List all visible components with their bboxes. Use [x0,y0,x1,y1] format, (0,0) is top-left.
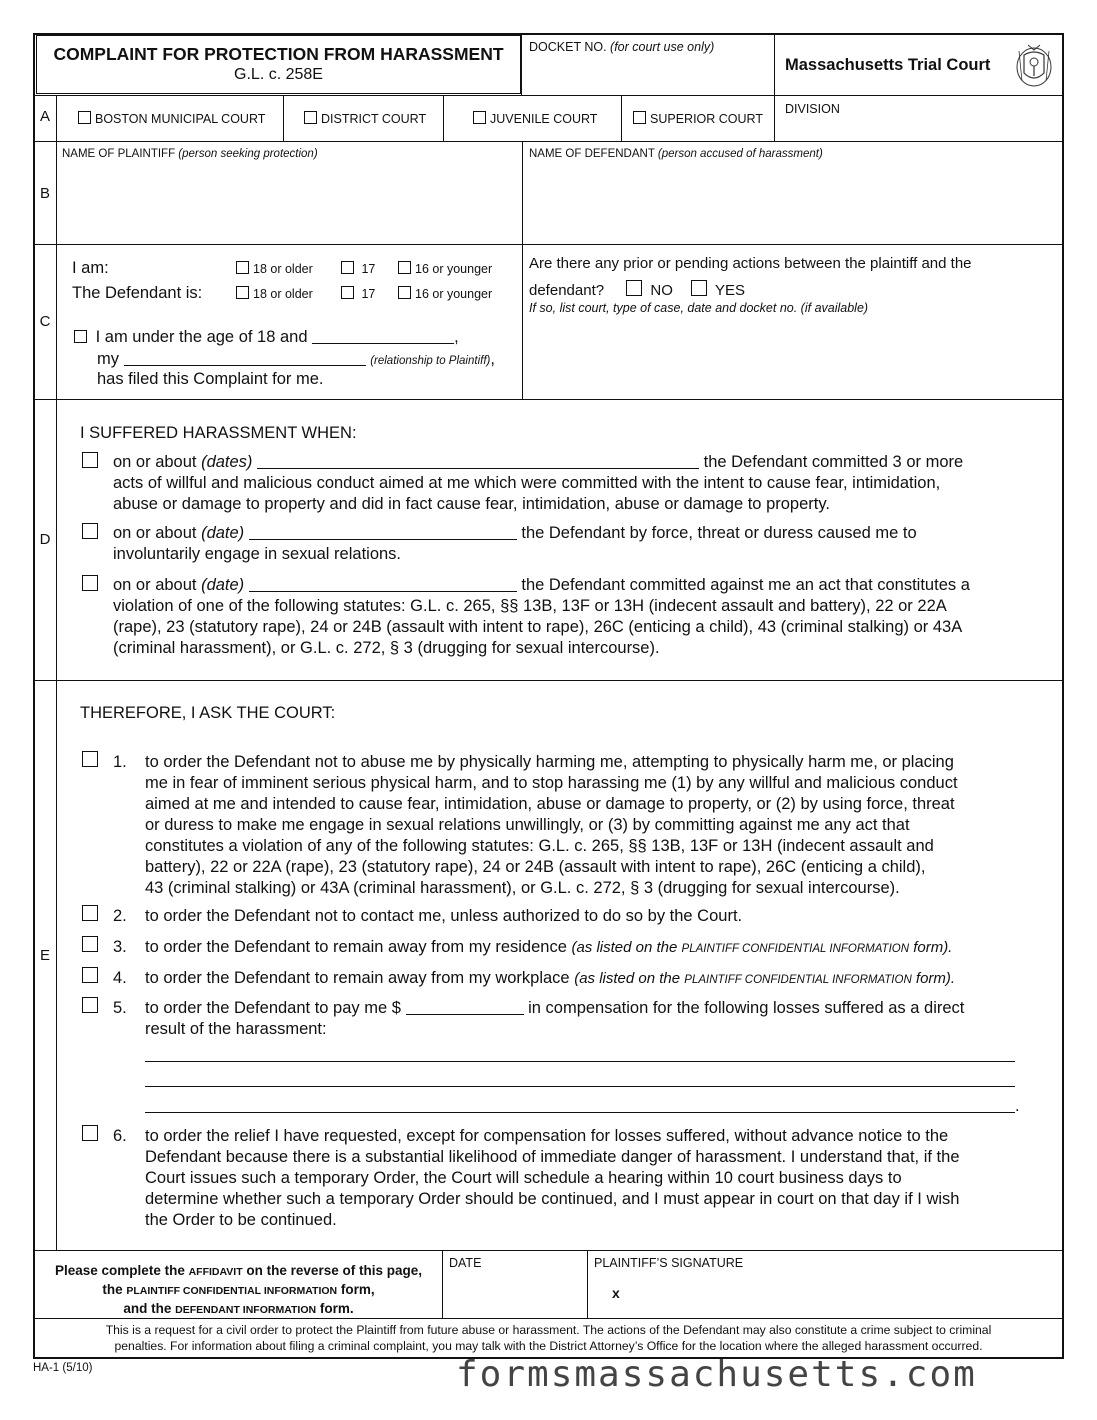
request-1-text: to order the Defendant not to abuse me by physically harming me, attempting to physically harm me, or placing me in fear of imminent serious physical harm, and to stop harassing me (1) by any willful and malicious conduct aimed at me and intended to cause fear, intimidation, abuse or damage to property, or (2) by using force, threat or duress to make me engage in sexual relations unwillingly, or (3) by committing against me any act that constitutes a violation of any of the following statutes: G.L. c. 265, §§ 13B, 13F or 13H (indecent assault and battery), 22 or 22A (rape), 23 (statutory rape), 24 or 24B (assault with intent to rape), 26C (enticing a child), 43 (criminal stalking) or 43A (criminal harassment), or G.L. c. 272, § 3 (drugging for sexual intercourse). [145,753,958,897]
request-6-text: to order the relief I have requested, except for compensation for losses suffered, without advance notice to the Defendant because there is a substantial likelihood of immediate danger of harassment. I understand that, if the Court issues such a temporary Order, the Court will schedule a hearing within 10 court business days to determine whether such a temporary Order should be continued, and I must appear in court on that day if I wish the Order to be continued. [145,1127,960,1229]
date-field[interactable] [249,524,517,540]
request-2-text: to order the Defendant not to contact me, unless authorized to do so by the Court. [145,907,743,925]
defendant-is-label: The Defendant is: [72,284,203,302]
request-4-number: 4. [113,969,127,987]
plaintiff-age-18-older[interactable]: 18 or older [236,261,313,276]
divider [443,95,444,141]
request-3-checkbox[interactable] [82,936,102,956]
watermark: formsmassachusetts.com [456,1354,977,1395]
minor-filing-line3: has filed this Complaint for me. [97,370,324,388]
request-6-checkbox[interactable] [82,1125,102,1145]
court-name: Massachusetts Trial Court [785,56,991,74]
checkbox[interactable] [341,261,354,274]
checkbox[interactable] [398,286,411,299]
request-3-text: to order the Defendant to remain away from my residence (as listed on the PLAINTIFF CONFIDENTIAL INFORMATION form). [145,938,953,956]
date-field[interactable] [449,1274,581,1312]
prior-actions-field[interactable] [529,320,1057,392]
form-id: HA-1 (5/10) [33,1362,93,1374]
defendant-age-18-older[interactable]: 18 or older [236,286,313,301]
request-2-checkbox[interactable] [82,905,102,925]
divider [774,95,775,141]
checkbox[interactable] [82,1125,98,1141]
divider [33,1250,1064,1251]
plaintiff-name-field[interactable] [62,166,517,238]
massachusetts-seal-icon [1014,41,1054,89]
prior-yes-option[interactable]: YES [691,282,745,299]
divider [33,399,1064,400]
request-2-number: 2. [113,907,127,925]
section-letter-c: C [39,313,51,330]
checkbox[interactable] [236,286,249,299]
divider [774,33,775,96]
i-am-label: I am: [72,259,109,277]
divider [33,141,1064,142]
minor-filing-line2: my (relationship to Plaintiff), [97,350,495,368]
checkbox[interactable] [633,111,646,124]
prior-actions-question: Are there any prior or pending actions between the plaintiff and the [529,255,972,272]
request-5-text: to order the Defendant to pay me $ in compensation for the following losses suffered as a direct result of the harassment: [145,999,965,1038]
defendant-name-field[interactable] [529,166,1057,238]
divider [522,141,523,399]
court-option-superior[interactable]: SUPERIOR COURT [633,111,763,126]
signature-label: PLAINTIFF’S SIGNATURE [594,1256,744,1270]
divider [442,1250,443,1318]
dates-field[interactable] [257,453,699,469]
form-statute: G.L. c. 258E [234,66,323,83]
request-5-checkbox[interactable] [82,997,102,1017]
divider [521,33,522,96]
docket-field[interactable] [560,56,760,90]
checkbox[interactable] [82,905,98,921]
checkbox[interactable] [304,111,317,124]
signature-x-mark: x [612,1285,620,1301]
division-field[interactable] [785,118,1055,138]
checkbox[interactable] [82,575,98,591]
divider [33,680,1064,681]
harassment-item1: on or about (dates) the Defendant committed 3 or more acts of willful and malicious conduct aimed at me which were committed with the intent to cause fear, intimidation, abuse or damage to property and did in fact cause fear, intimidation, abuse or damage to property. [113,453,964,513]
section-letter-e: E [39,947,50,964]
plaintiff-name-label: NAME OF PLAINTIFF (person seeking protection) [62,148,318,160]
minor-name-field[interactable] [312,328,454,344]
plaintiff-age-16-younger[interactable]: 16 or younger [398,261,492,276]
section-letter-d: D [39,531,51,548]
minor-checkbox[interactable] [74,330,87,343]
harassment-item3-checkbox[interactable] [82,575,102,595]
prior-actions-question2: defendant? NO YES [529,282,746,299]
request-6-number: 6. [113,1127,127,1145]
defendant-age-17[interactable]: 17 [341,286,375,301]
defendant-name-label: NAME OF DEFENDANT (person accused of harassment) [529,148,823,160]
section-letter-a: A [39,108,50,125]
prior-no-option[interactable]: NO [626,282,673,299]
minor-filing-line1: I am under the age of 18 and , [74,328,459,347]
division-label: DIVISION [785,102,840,116]
divider [33,1318,1064,1319]
checkbox[interactable] [691,280,707,296]
checkbox[interactable] [82,523,98,539]
relationship-field[interactable] [124,350,366,366]
checkbox[interactable] [82,751,98,767]
harassment-heading: I SUFFERED HARASSMENT WHEN: [80,424,357,442]
checkbox[interactable] [236,261,249,274]
checkbox[interactable] [473,111,486,124]
date-field[interactable] [249,576,517,592]
checkbox[interactable] [82,997,98,1013]
section-letter-column [56,95,57,1250]
checkbox[interactable] [341,286,354,299]
checkbox[interactable] [78,111,91,124]
divider [33,244,1064,245]
divider [283,95,284,141]
court-option-juvenile[interactable]: JUVENILE COURT [473,111,597,126]
request-5-number: 5. [113,999,127,1017]
checkbox[interactable] [82,452,98,468]
plaintiff-age-17[interactable]: 17 [341,261,375,276]
complete-instructions: Please complete the AFFIDAVIT on the reverse of this page, the PLAINTIFF CONFIDENTIAL INFORMATION form, and the DEFENDANT INFORMATION form. [55,1263,422,1316]
prior-actions-note: If so, list court, type of case, date and docket no. (if available) [529,301,869,315]
divider [33,95,1064,96]
court-option-boston[interactable]: BOSTON MUNICIPAL COURT [78,111,265,126]
signature-field[interactable] [630,1274,1055,1312]
losses-line-1[interactable] [145,1061,1015,1062]
request-4-text: to order the Defendant to remain away from my workplace (as listed on the PLAINTIFF CONFIDENTIAL INFORMATION form). [145,969,956,987]
losses-line-3[interactable] [145,1112,1015,1113]
compensation-amount-field[interactable] [406,999,524,1015]
court-option-district[interactable]: DISTRICT COURT [304,111,426,126]
checkbox[interactable] [398,261,411,274]
checkbox[interactable] [82,936,98,952]
defendant-age-16-younger[interactable]: 16 or younger [398,286,492,301]
date-label: DATE [449,1256,482,1270]
criminal-notice: This is a request for a civil order to protect the Plaintiff from future abuse or harassment. The actions of the Defendant may also constitute a crime subject to criminal penalties. For information about filing a criminal complaint, you may talk with the District Attorney’s Office for the location where the alleged harassment occurred. [105,1323,992,1353]
request-1-number: 1. [113,753,127,771]
request-heading: THEREFORE, I ASK THE COURT: [80,704,336,722]
section-letter-b: B [39,185,50,202]
harassment-item1-checkbox[interactable] [82,452,102,472]
docket-label: DOCKET NO. (for court use only) [529,40,715,54]
request-1-checkbox[interactable] [82,751,102,771]
request-3-number: 3. [113,938,127,956]
divider [621,95,622,141]
request-4-checkbox[interactable] [82,967,102,987]
divider [587,1250,588,1318]
harassment-item2-checkbox[interactable] [82,523,102,543]
checkbox[interactable] [82,967,98,983]
losses-line-2[interactable] [145,1086,1015,1087]
form-title: COMPLAINT FOR PROTECTION FROM HARASSMENT [53,44,504,64]
harassment-item3: on or about (date) the Defendant committed against me an act that constitutes a violation of one of the following statutes: G.L. c. 265, §§ 13B, 13F or 13H (indecent assault and battery), 22 or 22A (rape), 23 (statutory rape), 24 or 24B (assault with intent to rape), 26C (enticing a child), 43 (criminal stalking) or 43A (criminal harassment), or G.L. c. 272, § 3 (drugging for sexual intercourse). [113,576,970,657]
losses-end-period: . [1015,1097,1020,1115]
harassment-item2: on or about (date) the Defendant by force, threat or duress caused me to involuntarily engage in sexual relations. [113,524,917,563]
checkbox[interactable] [626,280,642,296]
